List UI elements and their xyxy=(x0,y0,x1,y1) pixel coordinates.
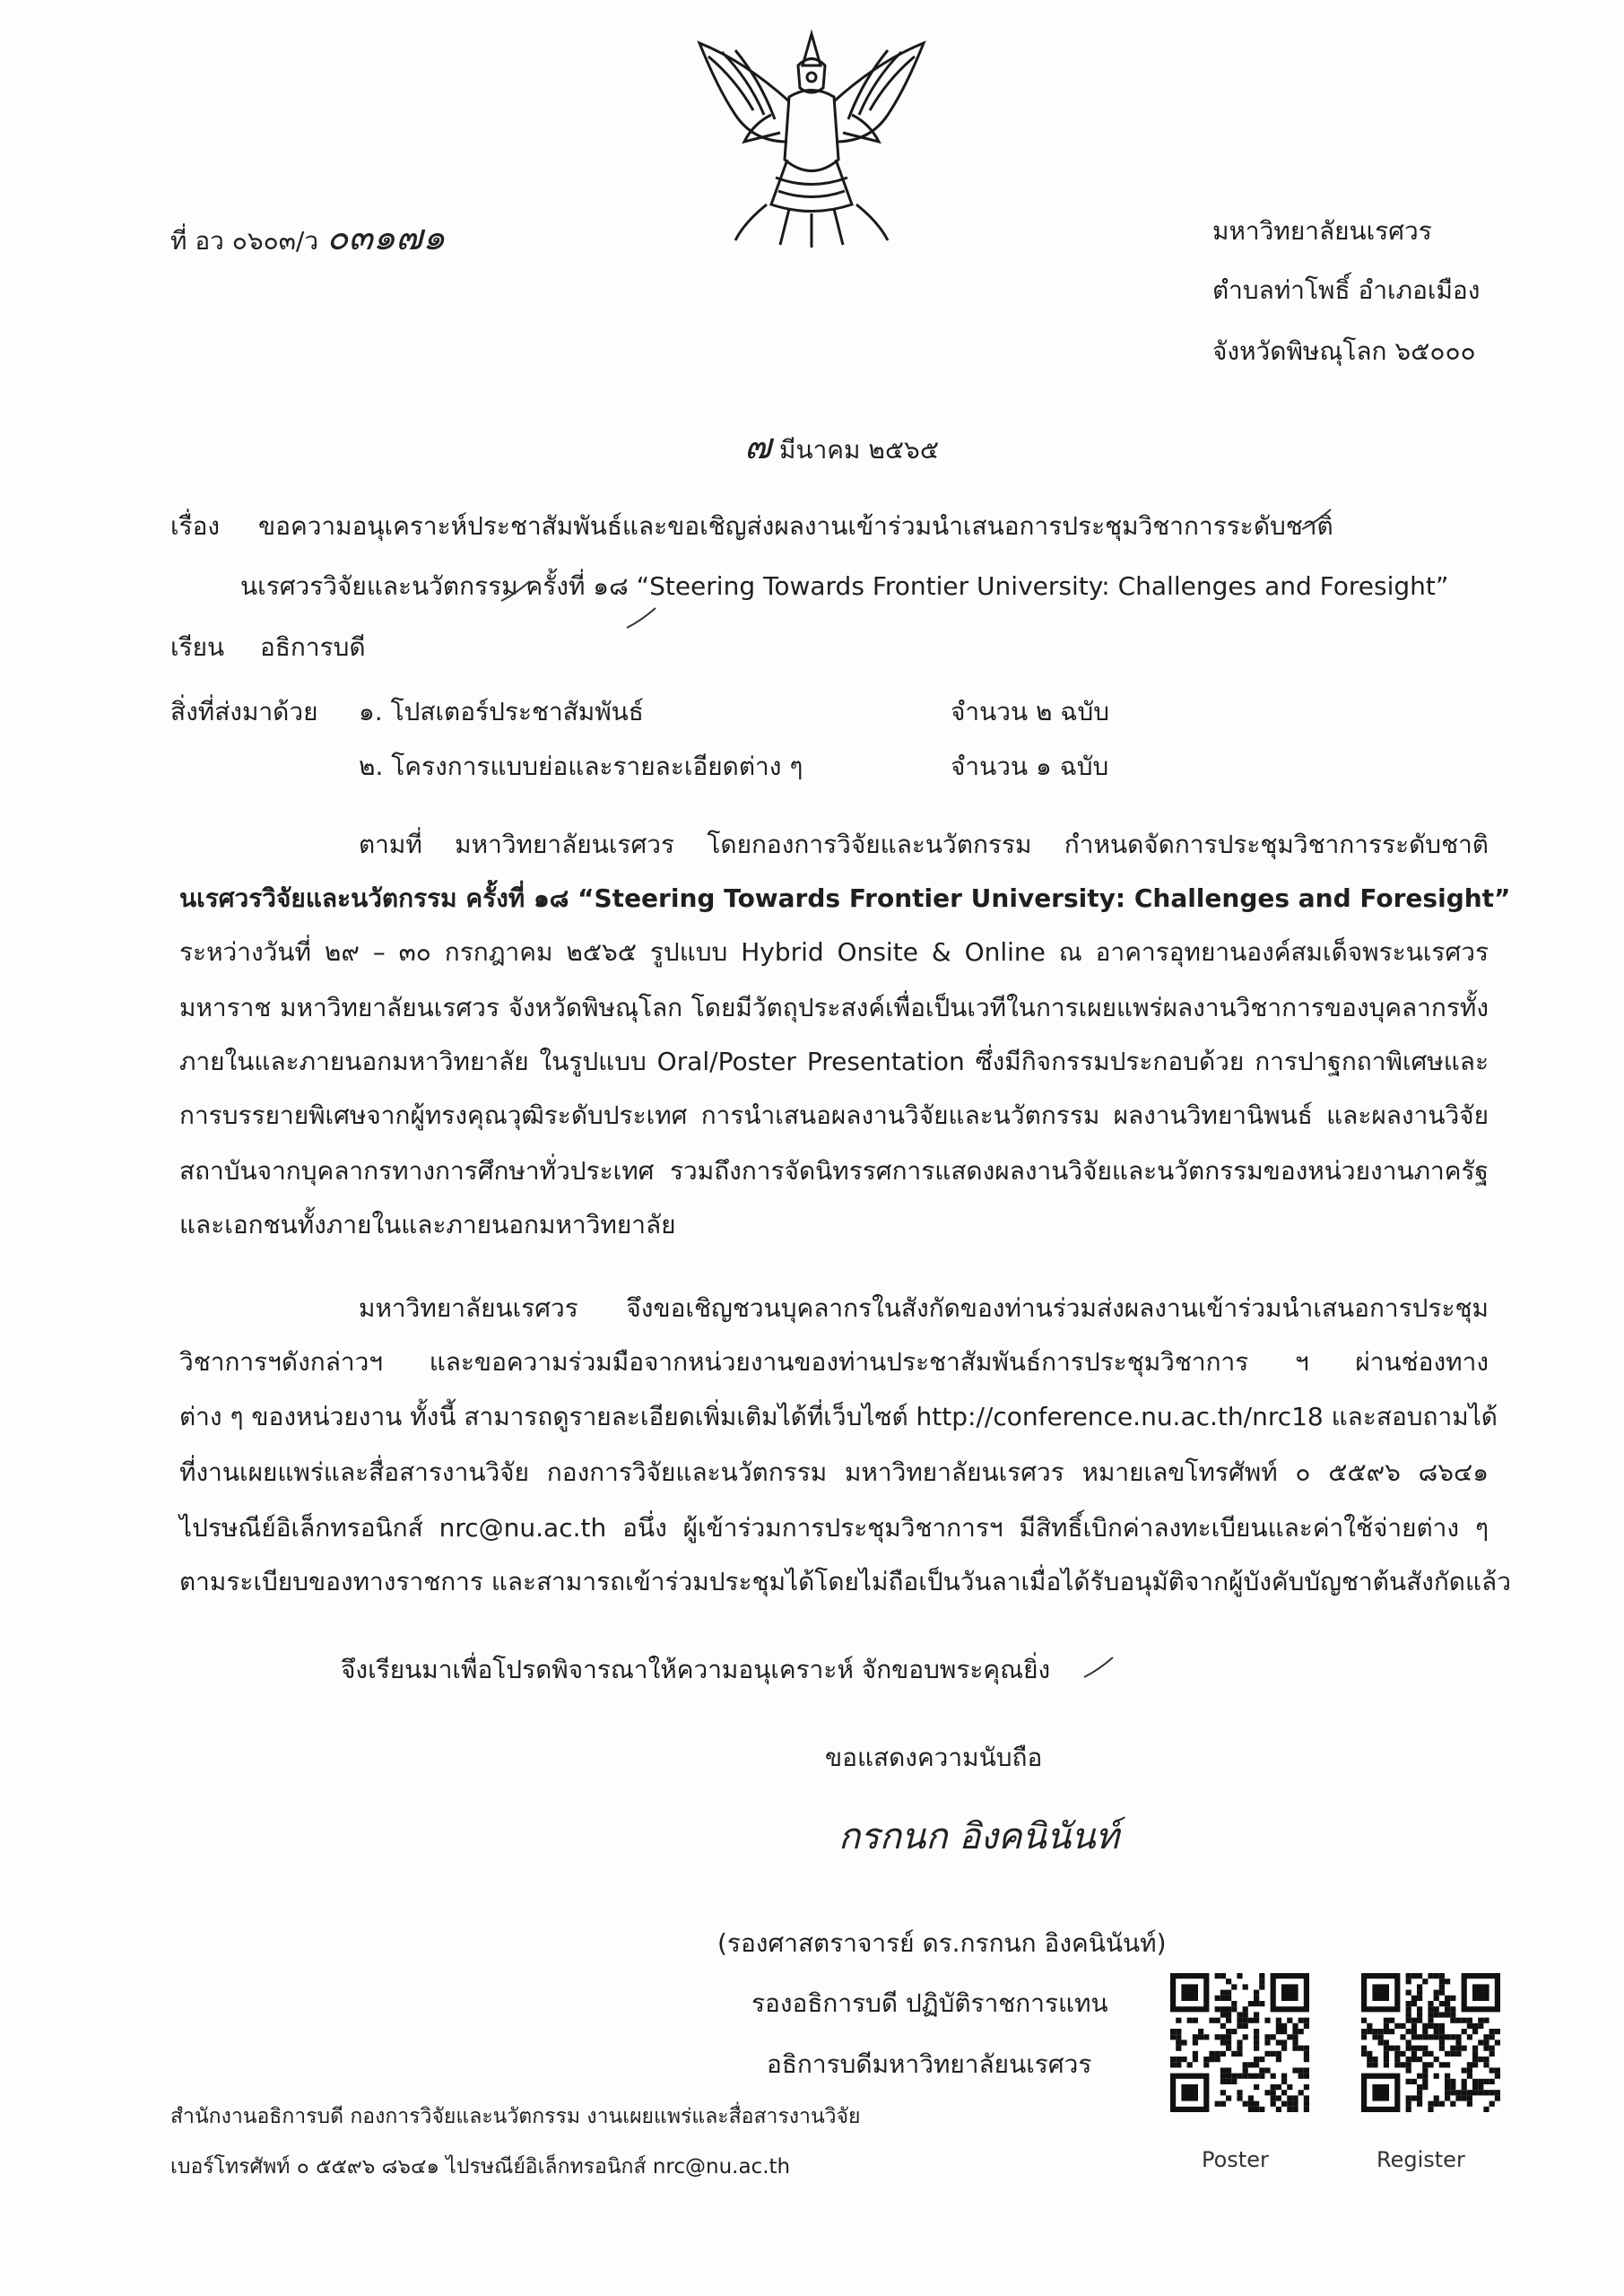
enclosure-quantity: จำนวน ๒ ฉบับ xyxy=(951,697,1110,726)
paragraph-line: และเอกชนทั้งภายในและภายนอกมหาวิทยาลัย xyxy=(179,1210,676,1239)
subject-line-1: ขอความอนุเคราะห์ประชาสัมพันธ์และขอเชิญส่งผลงานเข้าร่วมนำเสนอการประชุมวิชาการระดับชาติ xyxy=(258,511,1333,541)
address-line: ตำบลท่าโพธิ์ อำเภอเมือง xyxy=(1212,275,1481,305)
footer-contact: เบอร์โทรศัพท์ ๐ ๕๕๙๖ ๘๖๔๑ ไปรษณีย์อิเล็กทรอนิกส์ nrc@nu.ac.th xyxy=(170,2155,791,2179)
signatory-name: (รองศาสตราจารย์ ดร.กรกนก อิงคนินันท์) xyxy=(717,1928,1167,1958)
qr-code-icon xyxy=(1361,1973,1500,2112)
paragraph-line: ภายในและภายนอกมหาวิทยาลัย ในรูปแบบ Oral/Poster Presentation ซึ่งมีกิจกรรมประกอบด้วย การปาฐกถาพิเศษและ xyxy=(179,1047,1489,1076)
paragraph-line: วิชาการฯดังกล่าวฯ และขอความร่วมมือจากหน่วยงานของท่านประชาสัมพันธ์การประชุมวิชาการ ฯ ผ่านช่องทาง xyxy=(179,1347,1489,1377)
signatory-title-2: อธิการบดีมหาวิทยาลัยนเรศวร xyxy=(767,2049,1092,2079)
handwritten-signature: กรกนก อิงคนินันท์ xyxy=(838,1816,1119,1857)
paragraph-line: มหาวิทยาลัยนเรศวร จึงขอเชิญชวนบุคลากรในสังกัดของท่านร่วมส่งผลงานเข้าร่วมนำเสนอการประชุม xyxy=(359,1293,1489,1323)
qr-label-register: Register xyxy=(1376,2147,1465,2172)
check-mark-icon xyxy=(1298,502,1334,538)
check-mark-icon xyxy=(498,574,534,610)
address-line: มหาวิทยาลัยนเรศวร xyxy=(1212,216,1432,246)
paragraph-line: มหาราช มหาวิทยาลัยนเรศวร จังหวัดพิษณุโลก โดยมีวัตถุประสงค์เพื่อเป็นเวทีในการเผยแพร่ผลงานวิชาการของบุคลากรทั้ง xyxy=(179,993,1489,1022)
paragraph-line: นเรศวรวิจัยและนวัตกรรม ครั้งที่ ๑๘ “Steering Towards Frontier University: Challenges and Foresight” xyxy=(179,883,1511,913)
paragraph-line: สถาบันจากบุคลากรทางการศึกษาทั่วประเทศ รวมถึงการจัดนิทรรศการแสดงผลงานวิจัยและนวัตกรรมของหน่วยงานภาครัฐ xyxy=(179,1156,1489,1186)
footer-office: สำนักงานอธิการบดี กองการวิจัยและนวัตกรรม งานเผยแพร่และสื่อสารงานวิจัย xyxy=(170,2105,861,2128)
recipient-label: เรียน xyxy=(170,632,225,662)
qr-label-poster: Poster xyxy=(1202,2147,1269,2172)
signatory-title-1: รองอธิการบดี ปฏิบัติราชการแทน xyxy=(751,1988,1108,2018)
enclosures-label: สิ่งที่ส่งมาด้วย xyxy=(170,697,318,726)
recipient-name: อธิการบดี xyxy=(260,632,366,662)
body-paragraph-3: จึงเรียนมาเพื่อโปรดพิจารณาให้ความอนุเคราะห์ จักขอบพระคุณยิ่ง xyxy=(341,1655,1051,1684)
closing-regards: ขอแสดงความนับถือ xyxy=(825,1743,1043,1772)
reference-handwritten-number: ๐๓๑๗๑ xyxy=(326,217,446,258)
enclosure-item: ๒. โครงการแบบย่อและรายละเอียดต่าง ๆ xyxy=(359,752,803,781)
address-line: จังหวัดพิษณุโลก ๖๕๐๐๐ xyxy=(1212,336,1476,366)
check-mark-icon xyxy=(623,601,659,637)
date-month-year: มีนาคม ๒๕๖๕ xyxy=(778,435,940,465)
subject-label: เรื่อง xyxy=(170,511,221,541)
paragraph-line: ตามที่ มหาวิทยาลัยนเรศวร โดยกองการวิจัยและนวัตกรรม กำหนดจัดการประชุมวิชาการระดับชาติ xyxy=(359,830,1489,859)
paragraph-line: การบรรยายพิเศษจากผู้ทรงคุณวุฒิระดับประเทศ การนำเสนอผลงานวิจัยและนวัตกรรม ผลงานวิทยานิพนธ์ และผลงานวิจัย xyxy=(179,1100,1489,1130)
date-day-handwritten: ๗ xyxy=(744,426,772,467)
reference-number xyxy=(170,208,446,265)
qr-code-icon xyxy=(1170,1973,1309,2112)
letter-date xyxy=(744,417,939,474)
paragraph-line: ตามระเบียบของทางราชการ และสามารถเข้าร่วมประชุมได้โดยไม่ถือเป็นวันลาเมื่อได้รับอนุมัติจากผู้บังคับบัญชาต้นสังกัดแล้ว xyxy=(179,1567,1511,1596)
enclosure-item: ๑. โปสเตอร์ประชาสัมพันธ์ xyxy=(359,697,644,726)
check-mark-icon xyxy=(1081,1650,1116,1686)
reference-prefix: ที่ อว ๐๖๐๓/ว xyxy=(170,226,319,256)
enclosure-quantity: จำนวน ๑ ฉบับ xyxy=(951,752,1109,781)
paragraph-line: ต่าง ๆ ของหน่วยงาน ทั้งนี้ สามารถดูรายละเอียดเพิ่มเติมได้ที่เว็บไซต์ http://conference.nu.ac.th/nrc18 และสอบถามได้ xyxy=(179,1402,1498,1431)
subject-line-2: นเรศวรวิจัยและนวัตกรรม ครั้งที่ ๑๘ “Steering Towards Frontier University: Challenges and Foresight” xyxy=(240,571,1449,601)
garuda-emblem-icon xyxy=(682,25,942,249)
paragraph-line: ที่งานเผยแพร่และสื่อสารงานวิจัย กองการวิจัยและนวัตกรรม มหาวิทยาลัยนเรศวร หมายเลขโทรศัพท์ ๐ ๕๕๙๖ ๘๖๔๑ xyxy=(179,1457,1489,1487)
paragraph-line: ระหว่างวันที่ ๒๙ – ๓๐ กรกฎาคม ๒๕๖๕ รูปแบบ Hybrid Onsite & Online ณ อาคารอุทยานองค์สมเด็จพระนเรศวร xyxy=(179,937,1489,967)
paragraph-line: ไปรษณีย์อิเล็กทรอนิกส์ nrc@nu.ac.th อนึ่ง ผู้เข้าร่วมการประชุมวิชาการฯ มีสิทธิ์เบิกค่าลงทะเบียนและค่าใช้จ่ายต่าง ๆ xyxy=(179,1513,1489,1543)
